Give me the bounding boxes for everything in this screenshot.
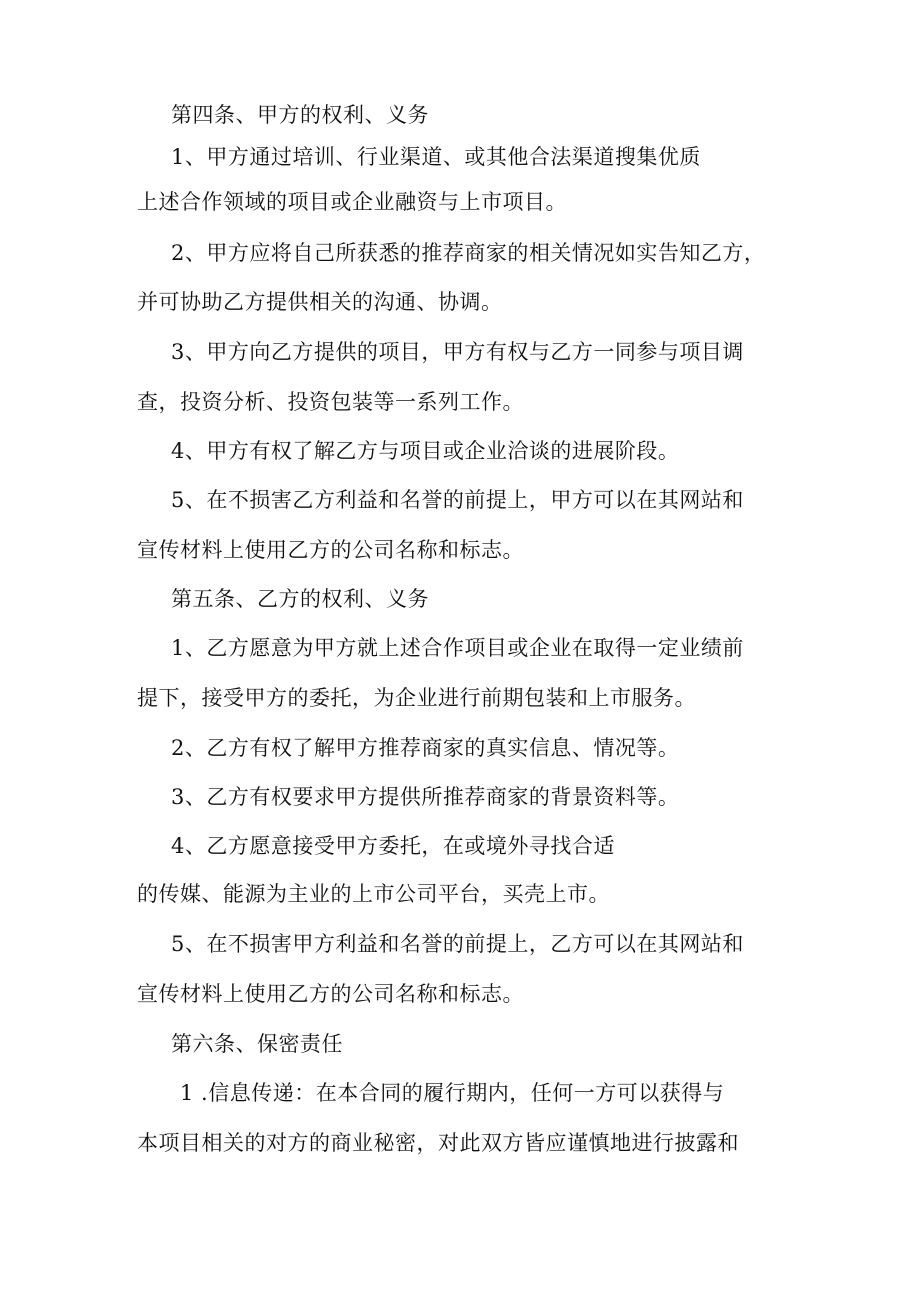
section-5-title: 第五条、乙方的权利、义务 — [171, 587, 429, 611]
section-4-item-5-line-2: 宣传材料上使用乙方的公司名称和标志。 — [137, 538, 524, 562]
section-5-item-5-line-2: 宣传材料上使用乙方的公司名称和标志。 — [137, 982, 524, 1006]
section-5-item-4-line-2: 的传媒、能源为主业的上市公司平台，买壳上市。 — [137, 882, 610, 906]
section-4-item-2-line-2: 并可协助乙方提供相关的沟通、协调。 — [137, 290, 503, 314]
section-4-item-5-line-1: 5、在不损害乙方利益和名誉的前提上，甲方可以在其网站和 — [171, 488, 744, 512]
section-5-item-2: 2、乙方有权了解甲方推荐商家的真实信息、情况等。 — [171, 736, 680, 760]
section-5-item-1-line-2: 提下，接受甲方的委托，为企业进行前期包装和上市服务。 — [137, 686, 696, 710]
section-4-item-1-line-2: 上述合作领域的项目或企业融资与上市项目。 — [137, 190, 567, 214]
section-4-item-1-line-1: 1、甲方通过培训、行业渠道、或其他合法渠道搜集优质 — [171, 145, 701, 169]
section-6-title: 第六条、保密责任 — [171, 1032, 343, 1056]
section-4-title: 第四条、甲方的权利、义务 — [171, 103, 429, 127]
section-5-item-5-line-1: 5、在不损害甲方利益和名誉的前提上，乙方可以在其网站和 — [171, 932, 744, 956]
section-5-item-1-line-1: 1、乙方愿意为甲方就上述合作项目或企业在取得一定业绩前 — [171, 636, 744, 660]
section-4-item-4: 4、甲方有权了解乙方与项目或企业洽谈的进展阶段。 — [171, 439, 680, 463]
section-5-item-3: 3、乙方有权要求甲方提供所推荐商家的背景资料等。 — [171, 785, 680, 809]
section-4-item-3-line-2: 查，投资分析、投资包装等一系列工作。 — [137, 390, 524, 414]
section-4-item-3-line-1: 3、甲方向乙方提供的项目，甲方有权与乙方一同参与项目调 — [171, 340, 744, 364]
section-5-item-4-line-1: 4、乙方愿意接受甲方委托，在或境外寻找合适 — [171, 834, 615, 858]
section-6-item-1-line-2: 本项目相关的对方的商业秘密，对此双方皆应谨慎地进行披露和 — [137, 1131, 739, 1155]
section-6-item-1-line-1: 1 .信息传递：在本合同的履行期内，任何一方可以获得与 — [180, 1081, 725, 1105]
section-4-item-2-line-1: 2、甲方应将自己所获悉的推荐商家的相关情况如实告知乙方， — [171, 241, 766, 265]
